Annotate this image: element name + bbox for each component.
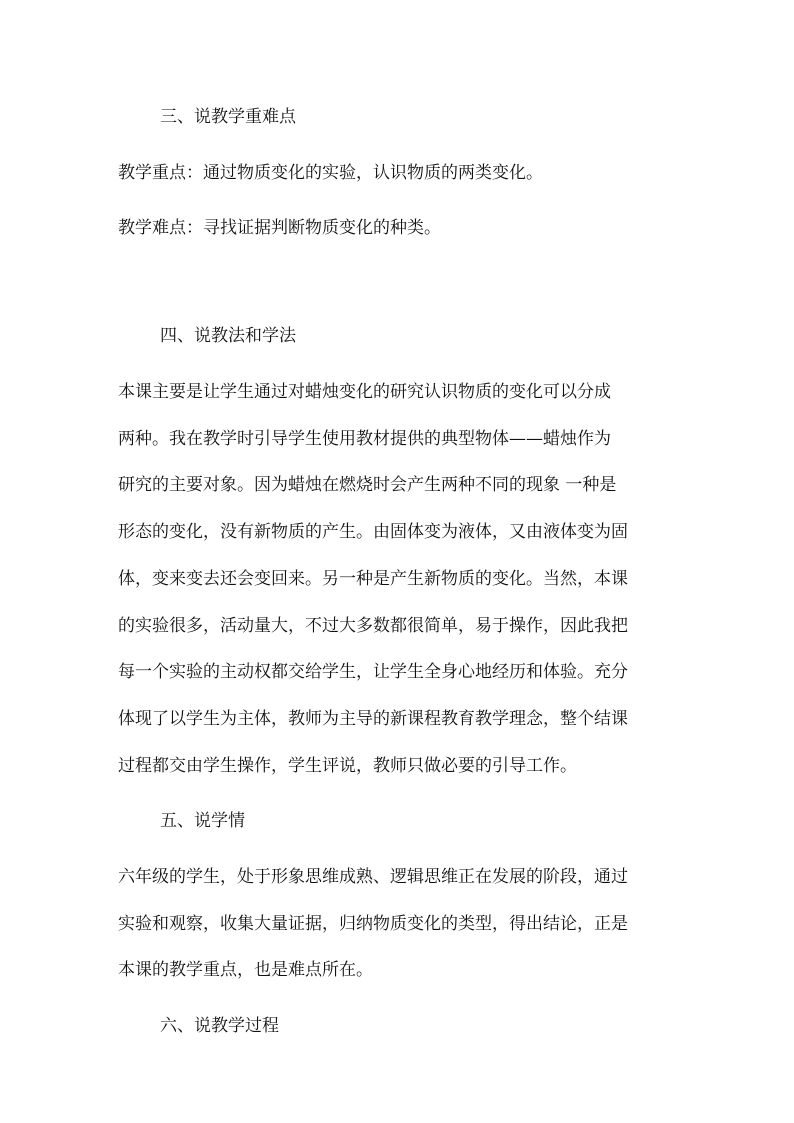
paragraph-line: 本课主要是让学生通过对蜡烛变化的研究认识物质的变化可以分成: [118, 382, 611, 402]
paragraph-line: 六年级的学生，处于形象思维成熟、逻辑思维正在发展的阶段，通过: [118, 867, 628, 887]
paragraph-line: 实验和观察，收集大量证据，归纳物质变化的类型，得出结论，正是: [118, 914, 628, 934]
section-heading: 四、说教法和学法: [160, 326, 296, 346]
paragraph-line: 的实验很多，活动量大，不过大多数都很简单，易于操作，因此我把: [118, 616, 628, 636]
paragraph-line: 研究的主要对象。因为蜡烛在燃烧时会产生两种不同的现象 一种是: [118, 475, 617, 495]
paragraph-line: 过程都交由学生操作，学生评说，教师只做必要的引导工作。: [118, 756, 577, 776]
paragraph-line: 教学难点：寻找证据判断物质变化的种类。: [118, 218, 441, 238]
section-heading: 五、说学情: [160, 811, 245, 831]
paragraph-line: 本课的教学重点，也是难点所在。: [118, 960, 373, 980]
paragraph-line: 形态的变化，没有新物质的产生。由固体变为液体，又由液体变为固: [118, 522, 628, 542]
paragraph-line: 教学重点：通过物质变化的实验，认识物质的两类变化。: [118, 163, 543, 183]
paragraph-line: 体，变来变去还会变回来。另一种是产生新物质的变化。当然，本课: [118, 569, 628, 589]
paragraph-line: 体现了以学生为主体，教师为主导的新课程教育教学理念，整个结课: [118, 709, 628, 729]
section-heading: 三、说教学重难点: [160, 107, 296, 127]
paragraph-line: 两种。我在教学时引导学生使用教材提供的典型物体——蜡烛作为: [118, 429, 611, 449]
paragraph-line: 每一个实验的主动权都交给学生，让学生全身心地经历和体验。充分: [118, 662, 628, 682]
section-heading: 六、说教学过程: [160, 1016, 279, 1036]
